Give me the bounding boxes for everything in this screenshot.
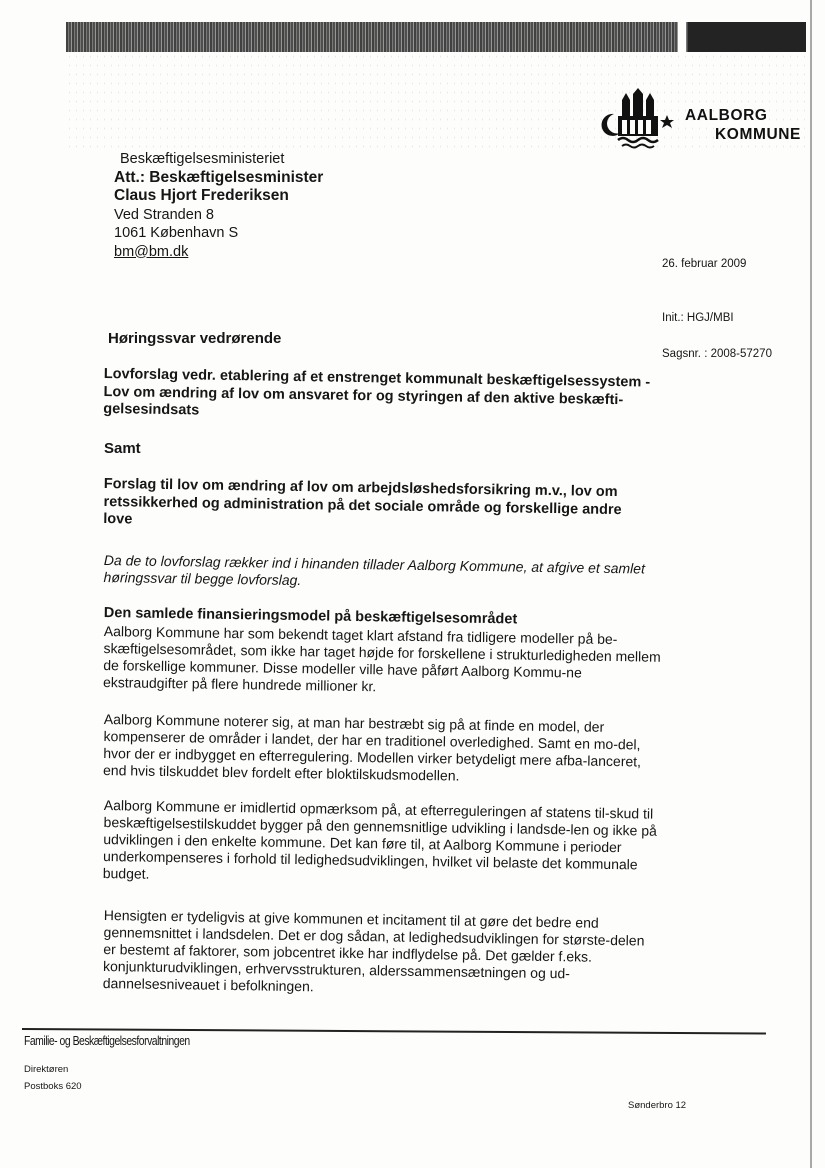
city-seal-icon — [600, 88, 685, 158]
aalborg-kommune-logo — [600, 88, 810, 158]
footer-organisation: Familie- og Beskæftigelsesforvaltningen — [24, 1033, 190, 1048]
recipient-email-link[interactable]: bm@bm.dk — [114, 243, 189, 260]
recipient-address — [114, 150, 323, 261]
page-title: Høringssvar vedrørende — [108, 330, 282, 347]
bill-1-heading: Lovforslag vedr. etablering af et enstrenget kommunalt beskæftigelsessystem - Lov om ændring af lov om ansvaret for og styringen af den aktive beskæfti-gelsesindsats — [103, 366, 651, 419]
letter-date: 26. februar 2009 — [662, 258, 747, 270]
recipient-name: Claus Hjort Frederiksen — [114, 187, 289, 204]
recipient-street: Ved Stranden 8 — [114, 206, 214, 223]
recipient-attention: Att.: Beskæftigelsesminister — [114, 168, 324, 186]
intro-text: Da de to lovforslag rækker ind i hinanden tillader Aalborg Kommune, at afgive et samlet høringssvar til begge lovforslag. — [103, 552, 646, 589]
paragraph-2: Aalborg Kommune noterer sig, at man har bestræbt sig på at finde en model, der kompenserer de områder i landet, der har en traditionel overledighed. Samt en mo-del, hvor der er indbygget en efterregulering. Modellen virker betydeligt mere afba-lanceret, end hvis tilskuddet blev fordelt efter bloktilskudsmodellen. — [102, 711, 642, 784]
footer-role: Direktøren — [24, 1064, 69, 1075]
case-number: Sagsnr. : 2008-57270 — [662, 348, 772, 360]
logo-name-line1: AALBORG — [685, 107, 768, 124]
paragraph-1: Aalborg Kommune har som bekendt taget klart afstand fra tidligere modeller på be-skæftigelsesområdet, som ikke har taget højde for forskellene i strukturledigheden mellem de forskellige kommuner. Disse modeller ville have påført Aalborg Kommu-ne ekstraudgifter på flere hundrede millioner kr. — [102, 623, 661, 695]
recipient-ministry: Beskæftigelsesministeriet — [120, 151, 285, 167]
footer-street: Sønderbro 12 — [628, 1100, 687, 1111]
samt-heading: Samt — [104, 440, 141, 457]
logo-name-line2: KOMMUNE — [715, 126, 801, 143]
scan-header-bar — [66, 22, 806, 52]
bill-2-heading: Forslag til lov om ændring af lov om arbejdsløshedsforsikring m.v., lov om retssikkerhed og administration på det sociale område og forskellige andre love — [103, 476, 622, 528]
initials: Init.: HGJ/MBI — [662, 312, 734, 324]
scan-edge — [810, 0, 812, 1168]
recipient-city: 1061 København S — [114, 225, 239, 241]
paragraph-4: Hensigten er tydeligvis at give kommunen et incitament til at gøre det bedre end gennemsnittet i landsdelen. Det er dog sådan, at ledighedsudviklingen for største-delen er bestemt af faktorer, som jobcentret ikke har indflydelse på. Det gælder f.eks. konjunkturudviklingen, erhvervsstrukturen, alderssammensætningen og ud-dannelsesniveauet i befolkningen. — [102, 907, 645, 995]
paragraph-3: Aalborg Kommune er imidlertid opmærksom på, at efterreguleringen af statens til-skud til beskæftigelsestilskuddet bygger på den gennemsnitlige udvikling i landsde-len og ikke på udviklingen i den enkelte kommune. Det kan føre til, at Aalborg Kommune i perioder underkompenseres i forhold til ledighedsudviklingen, hvilket vil belaste det kommunale budget. — [102, 797, 658, 882]
section-heading: Den samlede finansieringsmodel på beskæftigelsesområdet — [103, 605, 518, 628]
footer-postbox: Postboks 620 — [24, 1081, 82, 1092]
